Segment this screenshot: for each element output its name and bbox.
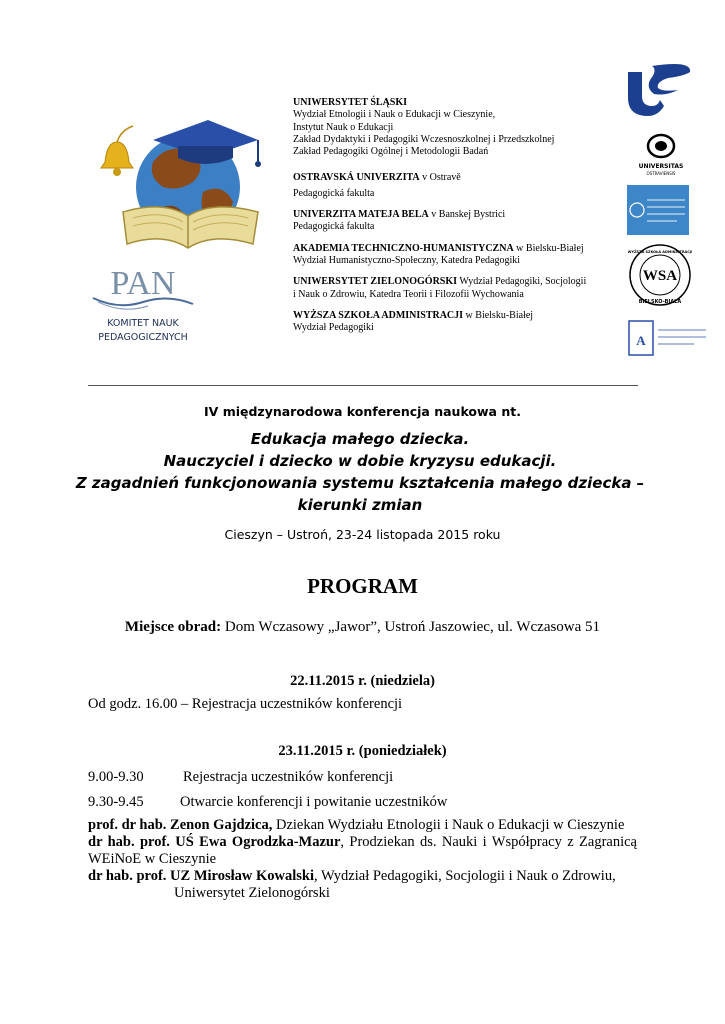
header-divider (88, 385, 638, 386)
day2-date: 23.11.2015 r. (poniedziałek) (278, 743, 447, 759)
institution-wsa: WYŻSZA SZKOŁA ADMINISTRACJI w Bielsku-Białej Wydział Pedagogiki (293, 309, 534, 334)
day1-registration: Od godz. 16.00 – Rejestracja uczestników konferencji (88, 696, 403, 712)
institution-ostrava: OSTRAVSKÁ UNIVERZITA v Ostravě Pedagogická fakulta (293, 172, 461, 199)
schedule-item: 9.00-9.30 Rejestracja uczestników konferencji (88, 769, 394, 785)
svg-text:WYŻSZA SZKOŁA ADMINISTRACJI: WYŻSZA SZKOŁA ADMINISTRACJI (628, 250, 692, 254)
institution-us: UNIWERSYTET ŚLĄSKI Wydział Etnologii i Nauk o Edukacji w Cieszynie, Instytut Nauk o Edukacji Zakład Dydaktyki i Pedagogiki Wczesnoszkolnej i Przedszkolnej Zakład Pedagogiki Ogólnej i Metodologii Badań (293, 97, 555, 158)
svg-text:KOMITET NAUK: KOMITET NAUK (107, 318, 179, 329)
svg-text:A: A (636, 333, 646, 348)
us-logo (622, 62, 694, 118)
ath-logo (628, 318, 710, 358)
conference-place-date: Cieszyn – Ustroń, 23-24 listopada 2015 roku (224, 527, 501, 542)
speaker: dr hab. prof. UŚ Ewa Ogrodzka-Mazur, Prodziekan ds. Nauki i Współpracy z Zagranicą WEiNoE w Cieszynie (88, 834, 637, 867)
svg-text:OSTRAVIENSIS: OSTRAVIENSIS (646, 171, 676, 176)
speaker-affiliation: Uniwersytet Zielonogórski (174, 885, 330, 901)
institutions-list (293, 97, 633, 343)
wsa-logo (628, 243, 692, 307)
svg-text:WSA: WSA (642, 268, 678, 284)
institution-umb: UNIVERZITA MATEJA BELA v Banskej Bystrici Pedagogická fakulta (293, 209, 506, 233)
program-heading: PROGRAM (307, 574, 418, 598)
day1-date: 22.11.2015 r. (niedziela) (290, 673, 435, 689)
speaker: dr hab. prof. UZ Mirosław Kowalski, Wydział Pedagogiki, Socjologii i Nauk o Zdrowiu, (88, 868, 616, 884)
schedule-item: 9.30-9.45 Otwarcie konferencji i powitanie uczestników (88, 794, 448, 810)
svg-text:PAN: PAN (110, 265, 176, 302)
pan-committee-logo (78, 258, 208, 358)
conference-intro: IV międzynarodowa konferencja naukowa nt. (204, 404, 521, 419)
conference-title: Edukacja małego dziecka. Nauczyciel i dziecko w dobie kryzysu edukacji. Z zagadnień funkcjonowania systemu kształcenia małego dziecka – kierunki zmian (75, 430, 645, 514)
umb-logo (627, 185, 689, 235)
venue: Miejsce obrad: Dom Wczasowy „Jawor”, Ustroń Jaszowiec, ul. Wczasowa 51 (124, 619, 601, 635)
speaker: prof. dr hab. Zenon Gajdzica, Dziekan Wydziału Etnologii i Nauk o Edukacji w Cieszynie (88, 817, 625, 833)
svg-text:PEDAGOGICZNYCH: PEDAGOGICZNYCH (98, 332, 188, 343)
institution-ath: AKADEMIA TECHNICZNO-HUMANISTYCZNA w Bielsku-Białej Wydział Humanistyczno-Społeczny, Katedra Pedagogiki (293, 242, 584, 266)
conference-logo (93, 112, 273, 257)
institution-uz: UNIWERSYTET ZIELONOGÓRSKI Wydział Pedagogiki, Socjologii i Nauk o Zdrowiu, Katedra Teorii i Filozofii Wychowania (293, 276, 587, 300)
ostrava-university-logo (635, 132, 687, 178)
speakers (88, 817, 637, 902)
svg-text:BIELSKO-BIAŁA: BIELSKO-BIAŁA (638, 299, 682, 305)
svg-text:UNIVERSITAS: UNIVERSITAS (638, 163, 684, 170)
bell-icon (101, 142, 133, 168)
